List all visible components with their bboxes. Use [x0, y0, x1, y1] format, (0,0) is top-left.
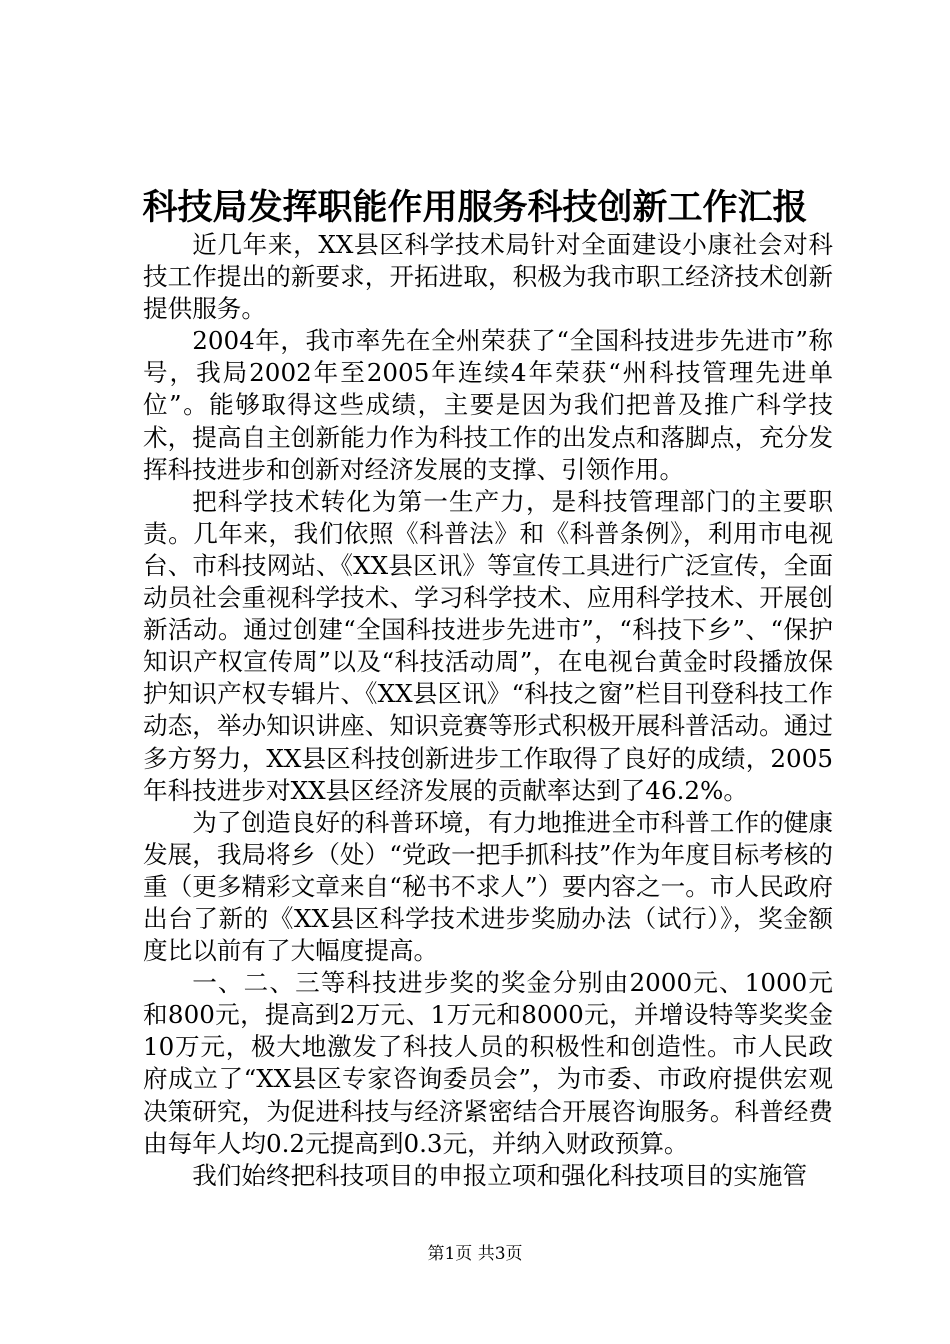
paragraph-5: 一、二、三等科技进步奖的奖金分别由2000元、1000元和800元，提高到2万元、1万元和8000元，并增设特等奖奖金10万元，极大地激发了科技人员的积极性和创造性。市人民政府成立了“XX县区专家咨询委员会”，为市委、市政府提供宏观决策研究，为促进科技与经济紧密结合开展咨询服务。科普经费由每年人均0.2元提高到0.3元，并纳入财政预算。: [143, 968, 833, 1158]
document-title: 科技局发挥职能作用服务科技创新工作汇报: [142, 187, 808, 228]
page-number-footer: 第1页 共3页: [427, 1244, 523, 1264]
paragraph-4: 为了创造良好的科普环境，有力地推进全市科普工作的健康发展，我局将乡（处）“党政一把手抓科技”作为年度目标考核的重（更多精彩文章来自“秘书不求人”）要内容之一。市人民政府出台了新的《XX县区科学技术进步奖励办法（试行）》，奖金额度比以前有了大幅度提高。: [143, 807, 833, 966]
paragraph-2: 2004年，我市率先在全州荣获了“全国科技进步先进市”称号，我局2002年至2005年连续4年荣获“州科技管理先进单位”。能够取得这些成绩，主要是因为我们把普及推广科学技术，提高自主创新能力作为科技工作的出发点和落脚点，充分发挥科技进步和创新对经济发展的支撑、引领作用。: [143, 326, 833, 484]
document-body: [143, 229, 833, 1192]
paragraph-6: 我们始终把科技项目的申报立项和强化科技项目的实施管: [192, 1160, 808, 1190]
paragraph-3: 把科学技术转化为第一生产力，是科技管理部门的主要职责。几年来，我们依照《科普法》和《科普条例》，利用市电视台、市科技网站、《XX县区讯》等宣传工具进行广泛宣传，全面动员社会重视科学技术、学习科学技术、应用科学技术、开展创新活动。通过创建“全国科技进步先进市”，“科技下乡”、“保护知识产权宣传周”以及“科技活动周”，在电视台黄金时段播放保护知识产权专辑片、《XX县区讯》“科技之窗”栏目刊登科技工作动态，举办知识讲座、知识竞赛等形式积极开展科普活动。通过多方努力，XX县区科技创新进步工作取得了良好的成绩，2005年科技进步对XX县区经济发展的贡献率达到了46.2%。: [143, 486, 833, 805]
paragraph-1: 近几年来，XX县区科学技术局针对全面建设小康社会对科技工作提出的新要求，开拓进取，积极为我市职工经济技术创新提供服务。: [143, 230, 833, 324]
